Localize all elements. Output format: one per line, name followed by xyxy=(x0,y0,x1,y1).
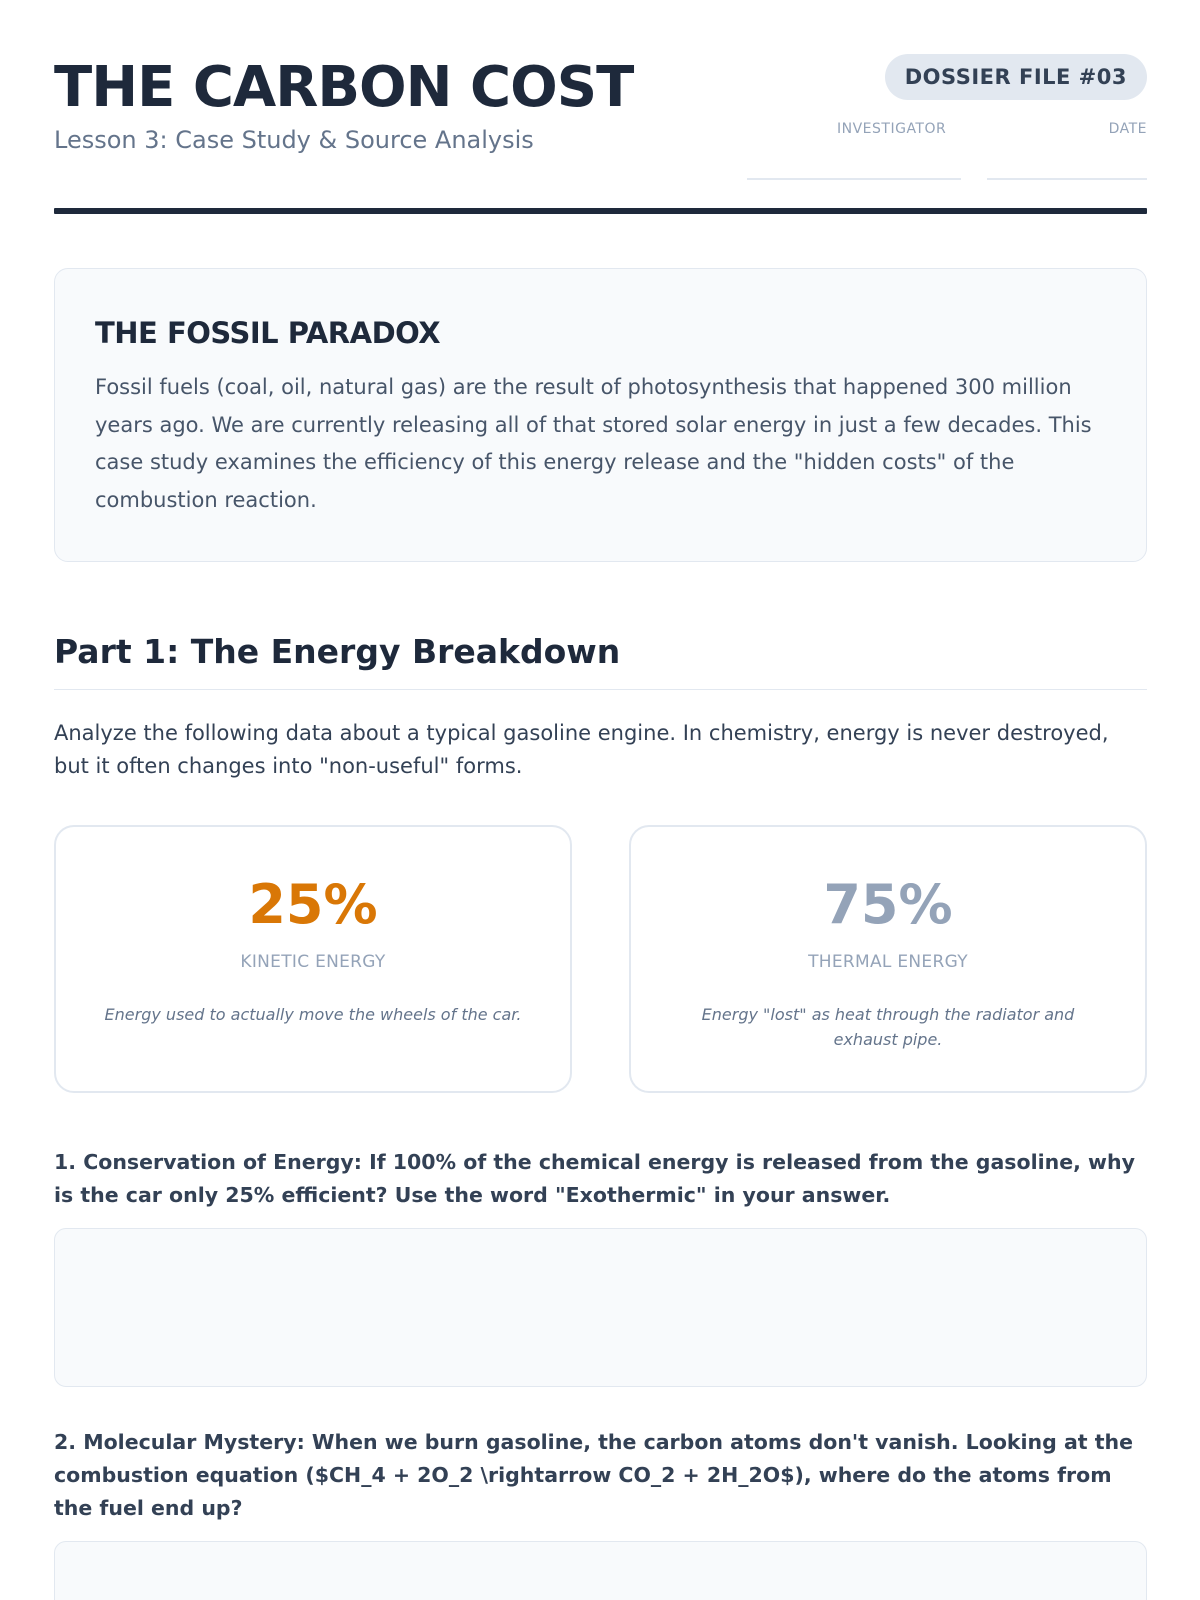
header-divider xyxy=(54,208,1147,214)
worksheet-page xyxy=(54,0,1147,1600)
thermal-energy-card xyxy=(629,825,1147,1093)
date-input-line[interactable] xyxy=(987,178,1147,180)
intro-card xyxy=(54,268,1147,562)
answer-box-2[interactable] xyxy=(54,1541,1147,1600)
stat-description: Energy used to actually move the wheels of the car. xyxy=(104,1005,522,1024)
date-label: DATE xyxy=(1108,121,1147,137)
page-title: THE CARBON COST xyxy=(54,55,634,120)
question-2: 2. Molecular Mystery: When we burn gasoline, the carbon atoms don't vanish. Looking at the combustion equation ($CH_4 + 2O_2 \rightarrow CO_2 + 2H_2O$), where do the atoms from the fuel end up? xyxy=(54,1430,1134,1520)
section-intro: Analyze the following data about a typical gasoline engine. In chemistry, energy is never destroyed, but it often changes into "non-useful" forms. xyxy=(54,721,1109,778)
investigator-input-line[interactable] xyxy=(747,178,961,180)
stat-label: THERMAL ENERGY xyxy=(808,952,968,972)
answer-box-1[interactable] xyxy=(54,1228,1147,1387)
stat-description: Energy "lost" as heat through the radiator and exhaust pipe. xyxy=(701,1005,1075,1049)
lesson-subtitle: Lesson 3: Case Study & Source Analysis xyxy=(54,126,534,154)
section-title: Part 1: The Energy Breakdown xyxy=(54,632,621,671)
stat-value: 75% xyxy=(823,873,953,936)
question-1: 1. Conservation of Energy: If 100% of the chemical energy is released from the gasoline, why is the car only 25% efficient? Use the word "Exothermic" in your answer. xyxy=(54,1150,1135,1207)
section-divider xyxy=(54,689,1147,690)
stat-label: KINETIC ENERGY xyxy=(240,952,386,972)
intro-title: THE FOSSIL PARADOX xyxy=(95,316,441,350)
intro-body: Fossil fuels (coal, oil, natural gas) are the result of photosynthesis that happened 300 million years ago. We are currently releasing all of that stored solar energy in just a few decades. This case study examines the efficiency of this energy release and the "hidden costs" of the combustion reaction. xyxy=(95,375,1092,512)
stat-value: 25% xyxy=(248,873,378,936)
investigator-label: INVESTIGATOR xyxy=(837,121,947,137)
kinetic-energy-card xyxy=(54,825,572,1093)
dossier-file-badge: DOSSIER FILE #03 xyxy=(885,54,1147,100)
